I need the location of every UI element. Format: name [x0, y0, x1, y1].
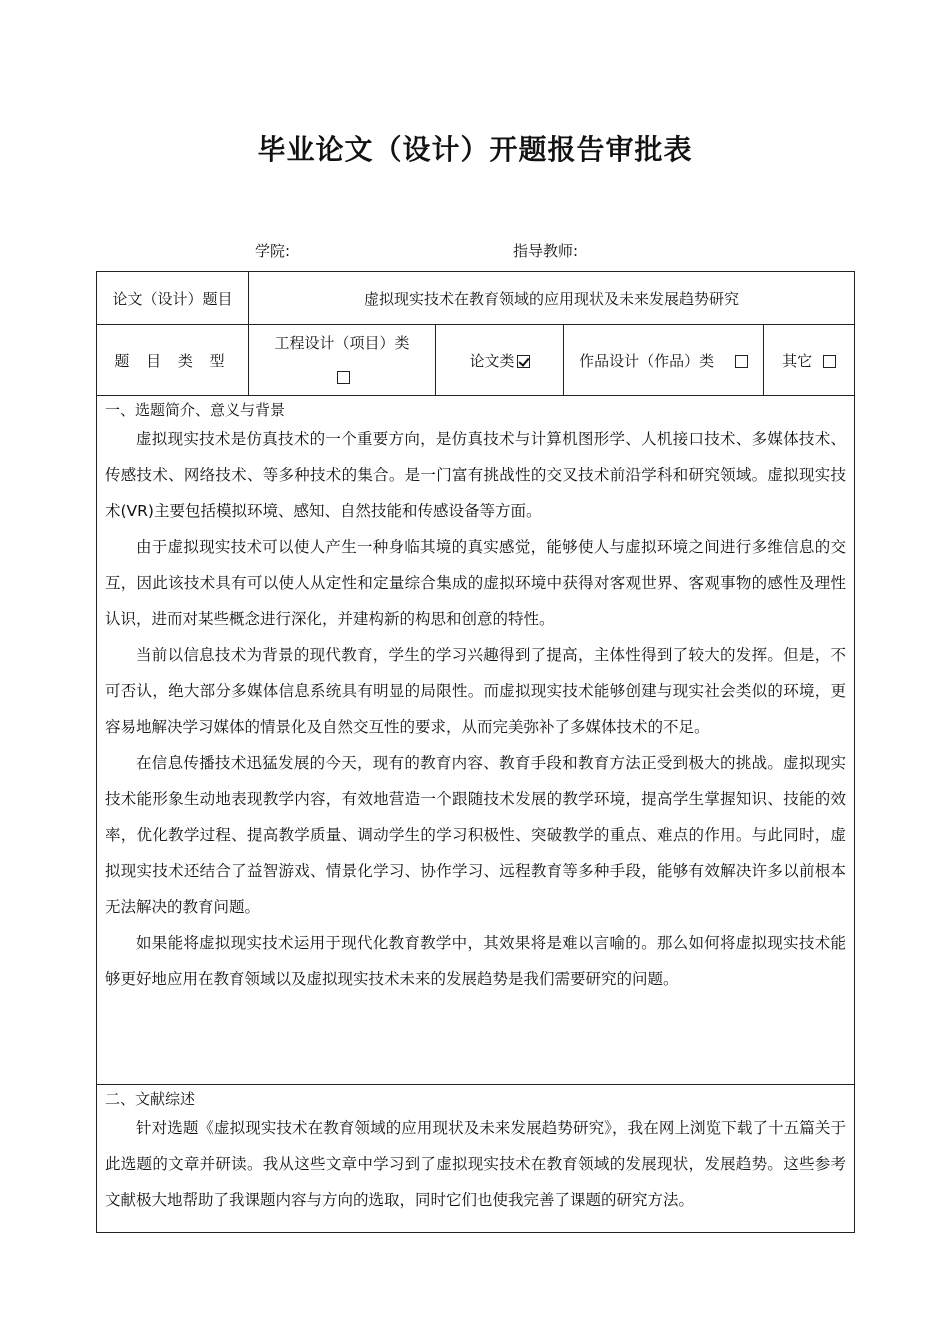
section-heading: 二、文献综述 [105, 1090, 196, 1108]
page-title: 毕业论文（设计）开题报告审批表 [257, 133, 693, 166]
type-option-engineering[interactable] [249, 325, 436, 396]
paragraph: 由于虚拟现实技术可以使人产生一种身临其境的真实感觉，能够使人与虚拟环境之间进行多维信息的交互，因此该技术具有可以使人从定性和定量综合集成的虚拟环境中获得对客观世界、客观事物的感性及理性认识，进而对某些概念进行深化，并建构新的构思和创意的特性。 [105, 538, 847, 628]
type-option-other[interactable] [764, 325, 855, 396]
type-option-label: 其它 [782, 351, 813, 370]
section-background [97, 396, 855, 1085]
checkbox-icon[interactable] [337, 371, 350, 384]
paragraph: 针对选题《虚拟现实技术在教育领域的应用现状及未来发展趋势研究》，我在网上浏览下载了十五篇关于此选题的文章并研读。我从这些文章中学习到了虚拟现实技术在教育领域的发展现状，发展趋势。这些参考文献极大地帮助了我课题内容与方向的选取，同时它们也使我完善了课题的研究方法。 [105, 1119, 847, 1209]
type-option-artwork[interactable] [564, 325, 764, 396]
type-option-label: 作品设计（作品）类 [579, 351, 715, 370]
topic-row [97, 272, 855, 325]
section-row-background [97, 396, 855, 1085]
approval-form-table [96, 271, 855, 1233]
checked-checkbox-icon[interactable] [517, 355, 530, 368]
paragraph: 在信息传播技术迅猛发展的今天，现有的教育内容、教育手段和教育方法正受到极大的挑战。虚拟现实技术能形象生动地表现教学内容，有效地营造一个跟随技术发展的教学环境，提高学生掌握知识、技能的效率，优化教学过程、提高教学质量、调动学生的学习积极性、突破教学的重点、难点的作用。与此同时，虚拟现实技术还结合了益智游戏、情景化学习、协作学习、远程教育等多种手段，能够有效解决许多以前根本无法解决的教育问题。 [105, 754, 847, 916]
type-row [97, 325, 855, 396]
section-row-literature [97, 1085, 855, 1233]
checkbox-icon[interactable] [735, 355, 748, 368]
topic-value: 虚拟现实技术在教育领域的应用现状及未来发展趋势研究 [249, 272, 855, 325]
type-option-thesis[interactable] [436, 325, 564, 396]
type-label: 题 目 类 型 [97, 325, 249, 396]
section-heading: 一、选题简介、意义与背景 [105, 401, 286, 419]
paragraph: 当前以信息技术为背景的现代教育，学生的学习兴趣得到了提高，主体性得到了较大的发挥。但是，不可否认，绝大部分多媒体信息系统具有明显的局限性。而虚拟现实技术能够创建与现实社会类似的环境，更容易地解决学习媒体的情景化及自然交互性的要求，从而完美弥补了多媒体技术的不足。 [105, 646, 847, 736]
advisor-label: 指导教师: [513, 242, 579, 260]
paragraph: 虚拟现实技术是仿真技术的一个重要方向，是仿真技术与计算机图形学、人机接口技术、多媒体技术、传感技术、网络技术、等多种技术的集合。是一门富有挑战性的交叉技术前沿学科和研究领域。虚拟现实技术(VR)主要包括模拟环境、感知、自然技能和传感设备等方面。 [105, 430, 847, 520]
topic-label: 论文（设计）题目 [97, 272, 249, 325]
section-literature [97, 1085, 855, 1233]
college-label: 学院: [255, 242, 291, 260]
checkbox-icon[interactable] [823, 355, 836, 368]
type-option-label: 论文类 [469, 351, 515, 370]
paragraph: 如果能将虚拟现实技术运用于现代化教育教学中，其效果将是难以言喻的。那么如何将虚拟现实技术能够更好地应用在教育领域以及虚拟现实技术未来的发展趋势是我们需要研究的问题。 [105, 934, 847, 988]
type-option-label: 工程设计（项目）类 [274, 334, 410, 352]
